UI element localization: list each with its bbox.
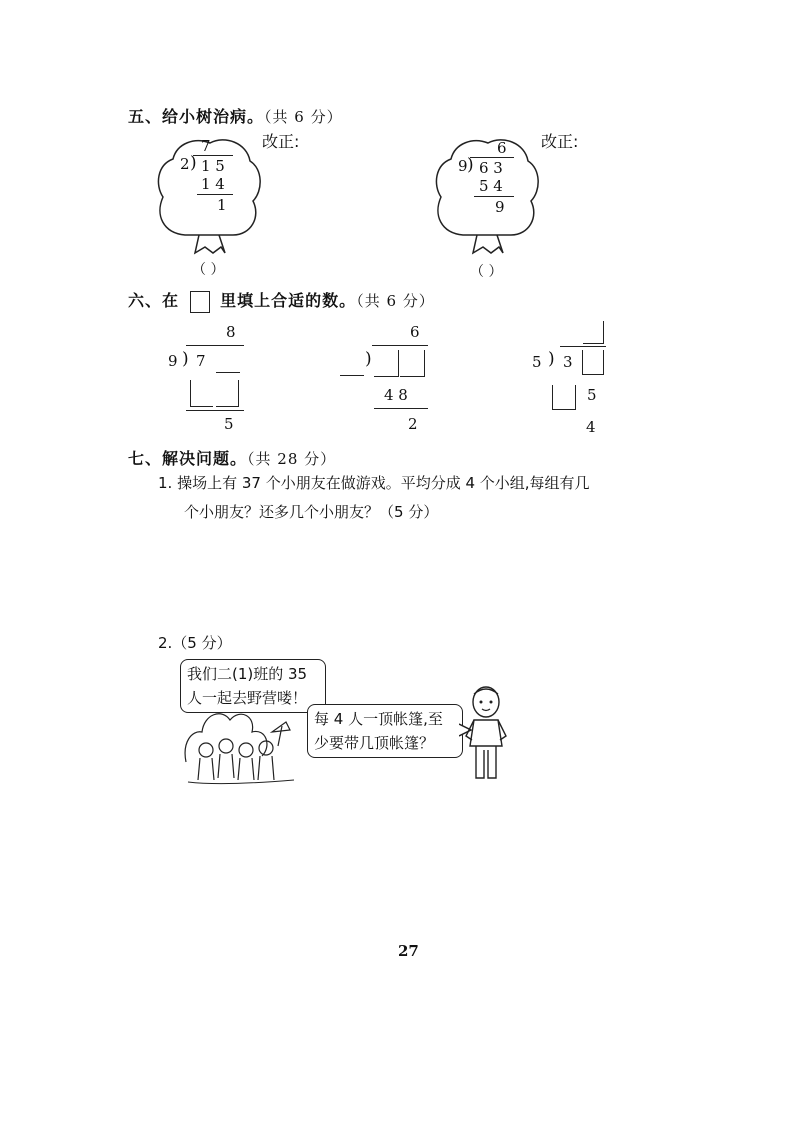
p62-subtract-line [374,408,428,409]
section7-points: （共 28 分） [247,450,337,468]
p62-quotient: 6 [410,323,420,341]
tree1-bracket: ) [190,153,197,173]
section7-heading [128,446,336,469]
p63-quotient-box[interactable] [583,321,604,344]
tree1-subtract-line [197,194,233,195]
kids-group-illustration [182,702,300,788]
tree1-quotient: 7 [201,137,211,155]
tree2-bracket: ) [467,155,474,175]
p62-remainder: 2 [408,415,418,433]
p61-dividend-blank[interactable] [216,372,240,373]
p62-bracket: ) [365,349,372,369]
q1-line1: 1. 操场上有 37 个小朋友在做游戏。平均分成 4 个小组,每组有几 [158,474,590,492]
p61-dividend-digit: 7 [196,352,206,370]
blank-box-icon [190,291,210,313]
boy-speech-bubble [307,704,463,758]
section6-heading [128,288,435,313]
tree1-division-bar [193,155,233,156]
tree2-subtract-line [474,196,514,197]
q1-line2: 个小朋友？还多几个小朋友？（5 分） [184,503,439,521]
p63-divisor: 5 [532,353,542,371]
section6-title-post: 里填上合适的数。 [220,291,357,310]
section5-points: （共 6 分） [264,108,343,126]
p63-product-digit: 5 [587,386,597,404]
section7-title: 七、解决问题。 [128,449,248,468]
p61-division-bar [186,345,244,346]
tree1-correct-label: 改正: [262,132,300,151]
p62-division-bar [372,345,428,346]
p63-remainder: 4 [586,418,596,436]
kids-bubble-line1: 我们二(1)班的 35 [187,665,308,683]
p61-quotient: 8 [226,323,236,341]
p62-divisor-blank[interactable] [340,375,364,376]
tree2-division-bar [470,157,514,158]
tree2-product: 5 4 [479,177,503,195]
kids-bubble-line2: 人一起去野营喽！ [187,689,308,707]
tree2-correct-label: 改正: [541,132,579,151]
tree1-remainder: 1 [217,196,227,214]
tree2-answer-paren[interactable]: （ ） [470,264,503,280]
tree1-answer-paren[interactable]: （ ） [192,262,225,278]
p61-remainder: 5 [224,415,234,433]
q2-label: 2.（5 分） [158,634,232,652]
tree1-divisor: 2 [180,155,190,173]
tree2-divisor: 9 [458,157,468,175]
section5-heading [128,104,343,127]
p61-product-box-1[interactable] [190,380,213,407]
tree2-quotient: 6 [497,139,507,157]
p63-division-bar [560,346,606,347]
p62-dividend-box-2[interactable] [400,350,425,377]
tree2-remainder: 9 [495,198,505,216]
section5-title: 五、给小树治病。 [128,107,265,126]
p61-product-box-2[interactable] [216,380,239,407]
p63-bracket: ) [548,349,555,369]
tree-2-illustration [433,135,543,255]
boy-bubble-line2: 少要带几顶帐篷？ [314,734,435,752]
p61-divisor: 9 [168,352,178,370]
boy-illustration [462,684,512,784]
section6-title-pre: 六、在 [128,291,180,310]
p62-dividend-box-1[interactable] [374,350,399,377]
p61-bracket: ) [182,349,189,369]
page-number: 27 [398,942,419,960]
tree1-product: 1 4 [201,175,225,193]
p63-dividend-box[interactable] [582,350,604,375]
p62-product: 4 8 [384,386,408,404]
tree1-dividend: 1 5 [201,157,225,175]
p63-dividend-digit: 3 [563,353,573,371]
p63-product-box[interactable] [552,385,576,410]
tree2-dividend: 6 3 [479,159,503,177]
p61-subtract-line [186,410,244,411]
section6-points: （共 6 分） [356,292,435,310]
boy-bubble-line1: 每 4 人一顶帐篷,至 [314,710,443,728]
